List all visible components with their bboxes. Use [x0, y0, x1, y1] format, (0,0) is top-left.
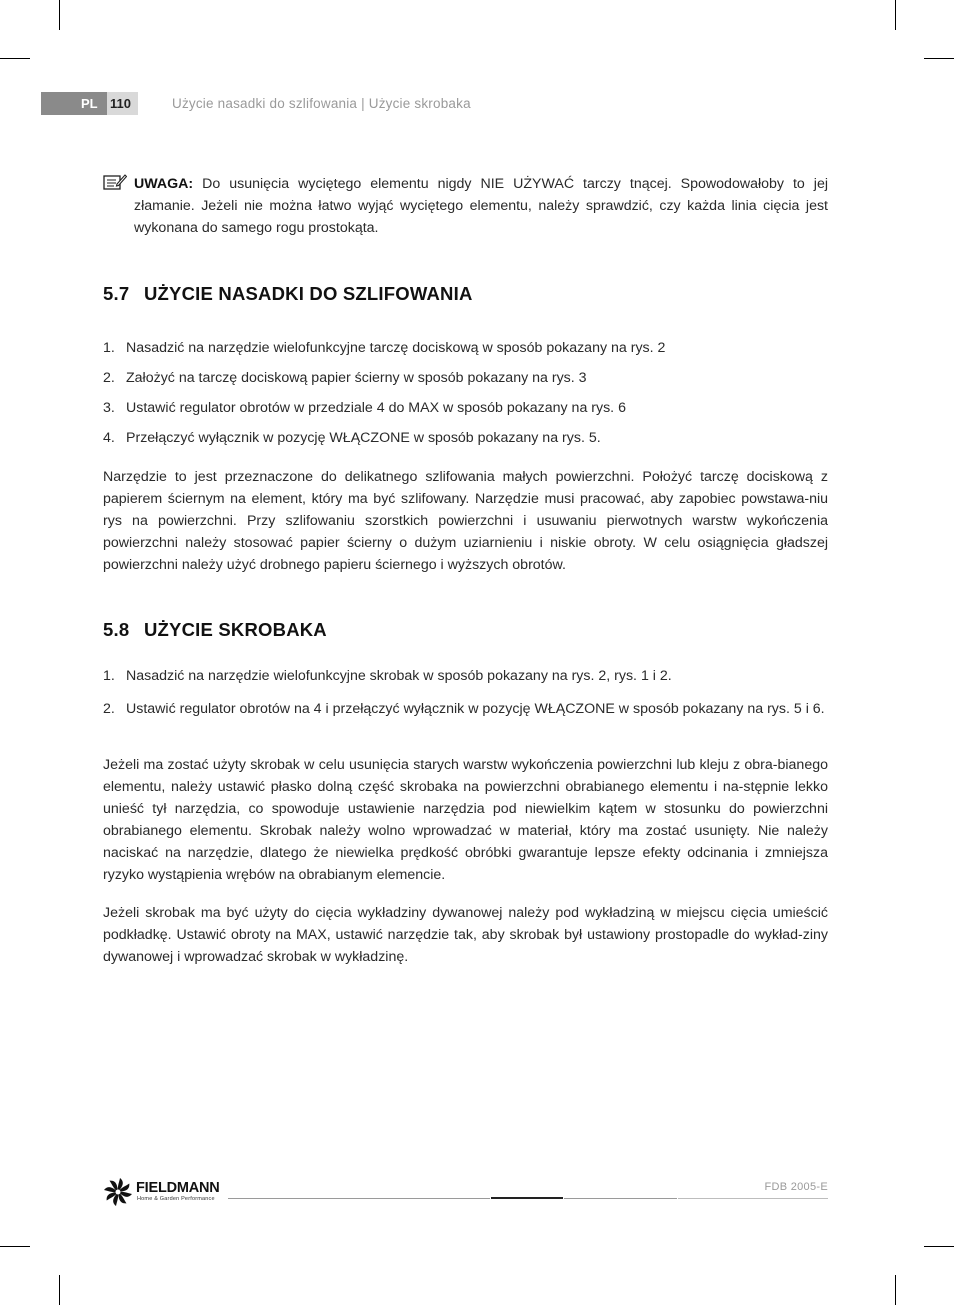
- note-label: UWAGA:: [134, 176, 194, 192]
- crop-mark: [895, 1275, 896, 1305]
- note-icon: [103, 173, 127, 191]
- section-title: UŻYCIE NASADKI DO SZLIFOWANIA: [144, 283, 473, 304]
- list-text: Nasadzić na narzędzie wielofunkcyjne tarczę dociskową w sposób pokazany na rys. 2: [126, 340, 666, 356]
- list-item: [103, 337, 828, 359]
- language-tab: [41, 92, 107, 115]
- brand-logo: [103, 1177, 228, 1209]
- section-number: 5.8: [103, 619, 130, 640]
- list-item: [103, 397, 828, 419]
- list-text: Przełączyć wyłącznik w pozycję WŁĄCZONE w sposób pokazany na rys. 5.: [126, 430, 601, 446]
- list-text: Założyć na tarczę dociskową papier ścierny w sposób pokazany na rys. 3: [126, 370, 587, 386]
- list-number: 2.: [103, 370, 115, 386]
- paragraph: Jeżeli ma zostać użyty skrobak w celu usunięcia starych warstw wykończenia powierzchni lub kleju z obra-bianego elementu, należy ustawić płasko dolną część skrobaka na powierzchni obrabianego elementu i na-stępnie lekko unieść tył narzędzia, co spowoduje ustawienie narzędzia pod niewielkim kątem w stosunku do powierzchni obrabianego elementu. Skrobak należy wolno wprowadzać w materiał, który ma zostać usunięty. Nie należy naciskać na narzędzie, dlatego że niewielka prędkość obróbki gwarantuje lepsze efekty odcinania i zmniejsza ryzyko wystąpienia wrębów na obrabianym elemencie.: [103, 757, 828, 883]
- section-heading: [103, 619, 327, 641]
- logo-tagline: Home & Garden Performance: [137, 1196, 215, 1202]
- list-number: 3.: [103, 400, 115, 416]
- list-text: Ustawić regulator obrotów w przedziale 4 do MAX w sposób pokazany na rys. 6: [126, 400, 626, 416]
- section-number: 5.7: [103, 283, 130, 304]
- list-item: [103, 665, 828, 687]
- list-number: 4.: [103, 430, 115, 446]
- crop-mark: [0, 58, 30, 59]
- footer-rule: [491, 1197, 563, 1199]
- paragraph: Jeżeli skrobak ma być użyty do cięcia wykładziny dywanowej należy pod wykładziną w miejscu cięcia umieścić podkładkę. Ustawić obroty na MAX, ustawić narzędzie tak, aby skrobak był ustawiony prostopadle do wykład-ziny dywanowej i wprowadzać skrobak w wykładzinę.: [103, 905, 828, 965]
- crop-mark: [59, 1275, 60, 1305]
- logo-wordmark: FIELDMANN: [136, 1180, 220, 1196]
- crop-mark: [924, 1246, 954, 1247]
- fan-logo-icon: [103, 1177, 133, 1207]
- list-number: 1.: [103, 668, 115, 684]
- note-block: [103, 173, 828, 239]
- running-title: Użycie nasadki do szlifowania | Użycie skrobaka: [172, 96, 471, 111]
- crop-mark: [0, 1246, 30, 1247]
- model-code: FDB 2005-E: [764, 1181, 828, 1193]
- paragraph: Narzędzie to jest przeznaczone do delikatnego szlifowania małych powierzchni. Położyć tarczę dociskową z papierem ściernym na element, który ma być szlifowany. Narzędzie musi pracować, aby zapobiec powstawa-niu rys na powierzchni. Przy szlifowaniu szorstkich powierzchni i usuwaniu pierwotnych warstw wykończenia powierzchni należy stosować papier ścierny o dużym uziarnieniu i niskie obroty. W celu osiągnięcia gładszej powierzchni należy użyć drobnego papieru ściernego i wyższych obrotów.: [103, 469, 828, 573]
- list-number: 2.: [103, 701, 115, 717]
- footer-rule: [678, 1198, 828, 1199]
- list-number: 1.: [103, 340, 115, 356]
- list-item: [103, 427, 828, 449]
- language-code: PL: [81, 96, 98, 111]
- list-text: Ustawić regulator obrotów na 4 i przełączyć wyłącznik w pozycję WŁĄCZONE w sposób pokazany na rys. 5 i 6.: [126, 701, 825, 717]
- list-item: [103, 698, 828, 720]
- note-body: Do usunięcia wyciętego elementu nigdy NIE UŻYWAĆ tarczy tnącej. Spowodowałoby to jej złamanie. Jeżeli nie można łatwo wyjąć wyciętego elementu, należy sprawdzić, czy każda linia cięcia jest wykonana do samego rogu prostokąta.: [134, 176, 828, 236]
- note-text: [134, 173, 828, 239]
- list-item: [103, 367, 828, 389]
- section-heading: [103, 283, 473, 305]
- list-text: Nasadzić na narzędzie wielofunkcyjne skrobak w sposób pokazany na rys. 2, rys. 1 i 2.: [126, 668, 672, 684]
- crop-mark: [59, 0, 60, 30]
- crop-mark: [895, 0, 896, 30]
- footer-rule: [228, 1198, 490, 1199]
- footer-rule: [564, 1198, 677, 1199]
- crop-mark: [924, 58, 954, 59]
- section-title: UŻYCIE SKROBAKA: [144, 619, 327, 640]
- page-number: 110: [110, 96, 131, 111]
